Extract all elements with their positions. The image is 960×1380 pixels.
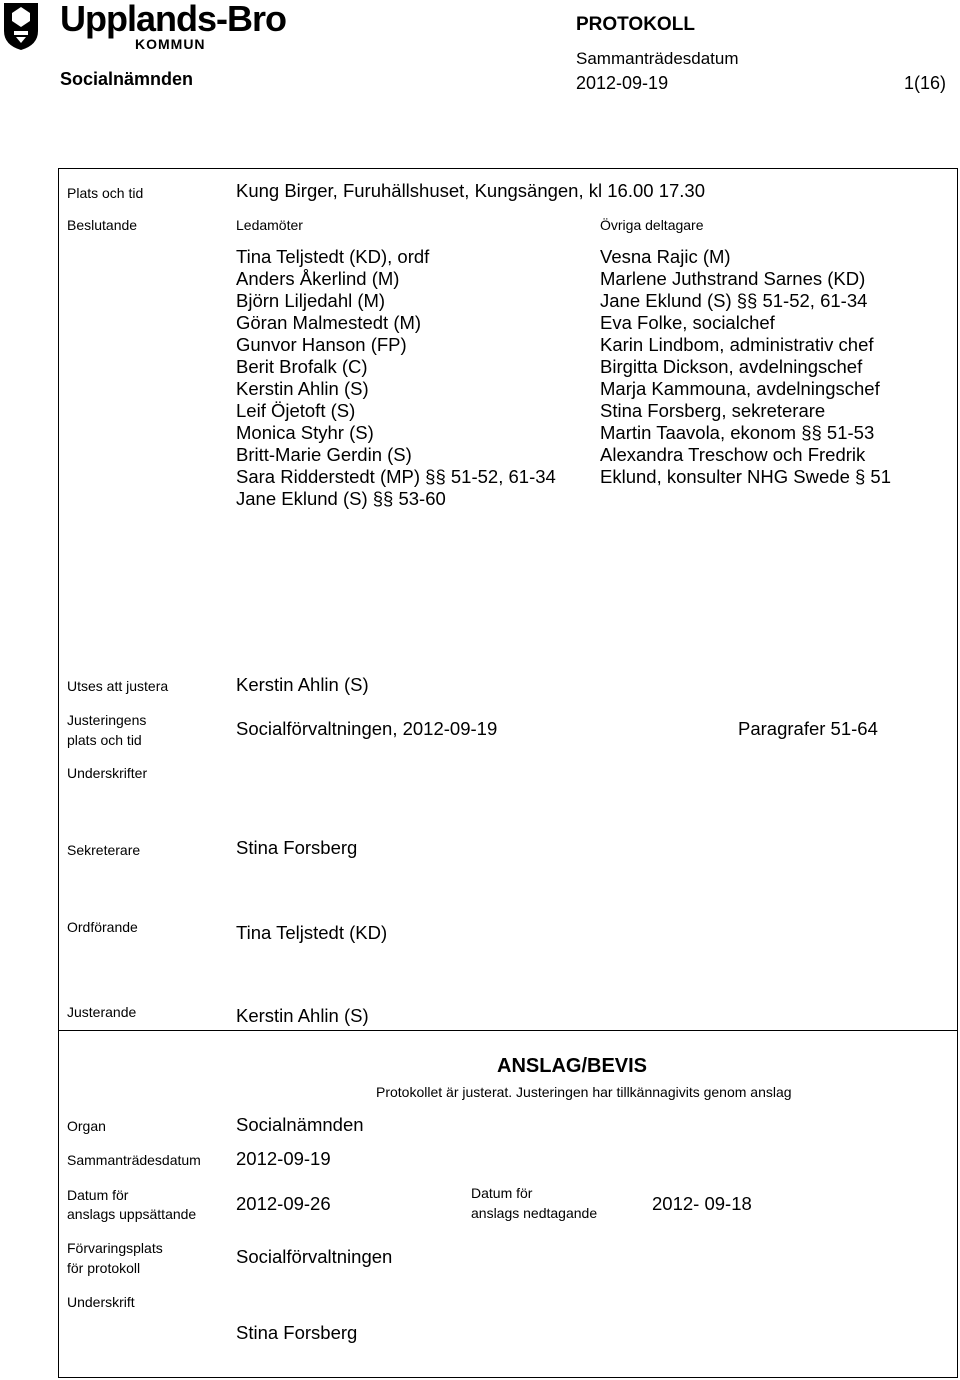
logo-sub: KOMMUN bbox=[135, 36, 206, 52]
ordforande-label: Ordförande bbox=[67, 919, 138, 935]
anslag-down-label-2: anslags nedtagande bbox=[471, 1205, 598, 1221]
utses-label: Utses att justera bbox=[67, 678, 169, 694]
participant-item: Eklund, konsulter NHG Swede § 51 bbox=[600, 466, 892, 487]
others-list bbox=[600, 246, 891, 488]
sekreterare-value: Stina Forsberg bbox=[236, 837, 358, 858]
anslag-date-value: 2012-09-19 bbox=[236, 1148, 331, 1169]
participant-item: Eva Folke, socialchef bbox=[600, 312, 775, 333]
participant-item: Stina Forsberg, sekreterare bbox=[600, 400, 826, 421]
justering-place-label-1: Justeringens bbox=[67, 712, 147, 728]
beslutande-label: Beslutande bbox=[67, 217, 138, 233]
participant-item: Alexandra Treschow och Fredrik bbox=[600, 444, 866, 465]
anslag-down-value: 2012- 09-18 bbox=[652, 1193, 752, 1214]
ordforande-value: Tina Teljstedt (KD) bbox=[236, 922, 388, 943]
anslag-storage-label-2: för protokoll bbox=[67, 1260, 141, 1276]
anslag-down-label-1: Datum för bbox=[471, 1185, 533, 1201]
member-item: Tina Teljstedt (KD), ordf bbox=[236, 246, 430, 267]
member-item: Monica Styhr (S) bbox=[236, 422, 374, 443]
place-value: Kung Birger, Furuhällshuset, Kungsängen, kl 16.00 17.30 bbox=[236, 180, 705, 201]
member-item: Göran Malmestedt (M) bbox=[236, 312, 422, 333]
member-item: Jane Eklund (S) §§ 53-60 bbox=[236, 488, 446, 509]
anslag-up-label-2: anslags uppsättande bbox=[67, 1206, 197, 1222]
anslag-subtitle: Protokollet är justerat. Justeringen har tillkännagivits genom anslag bbox=[376, 1084, 792, 1100]
member-item: Leif Öjetoft (S) bbox=[236, 400, 356, 421]
anslag-storage-label-1: Förvaringsplats bbox=[67, 1240, 163, 1256]
anslag-storage-value: Socialförvaltningen bbox=[236, 1246, 393, 1267]
justering-place-value: Socialförvaltningen, 2012-09-19 bbox=[236, 718, 498, 739]
participant-item: Birgitta Dickson, avdelningschef bbox=[600, 356, 863, 377]
participant-item: Jane Eklund (S) §§ 51-52, 61-34 bbox=[600, 290, 868, 311]
member-item: Anders Åkerlind (M) bbox=[236, 268, 400, 289]
anslag-organ-value: Socialnämnden bbox=[236, 1114, 364, 1135]
place-label: Plats och tid bbox=[67, 185, 144, 201]
logo-name: Upplands-Bro bbox=[60, 0, 286, 39]
anslag-up-label-1: Datum för bbox=[67, 1187, 129, 1203]
others-header: Övriga deltagare bbox=[600, 217, 704, 233]
participant-item: Vesna Rajic (M) bbox=[600, 246, 731, 267]
meeting-date: 2012-09-19 bbox=[576, 73, 669, 93]
coat-of-arms-icon bbox=[2, 1, 40, 51]
page-number: 1(16) bbox=[904, 73, 947, 93]
justerande-value: Kerstin Ahlin (S) bbox=[236, 1005, 369, 1026]
anslag-organ-label: Organ bbox=[67, 1118, 106, 1134]
justerande-label: Justerande bbox=[67, 1004, 137, 1020]
participant-item: Martin Taavola, ekonom §§ 51-53 bbox=[600, 422, 875, 443]
member-item: Britt-Marie Gerdin (S) bbox=[236, 444, 412, 465]
doc-type: PROTOKOLL bbox=[576, 14, 695, 35]
members-list bbox=[236, 246, 556, 510]
member-item: Berit Brofalk (C) bbox=[236, 356, 368, 377]
participant-item: Karin Lindbom, administrativ chef bbox=[600, 334, 874, 355]
participant-item: Marja Kammouna, avdelningschef bbox=[600, 378, 880, 399]
member-item: Björn Liljedahl (M) bbox=[236, 290, 386, 311]
justering-place-label-2: plats och tid bbox=[67, 732, 142, 748]
utses-value: Kerstin Ahlin (S) bbox=[236, 674, 369, 695]
member-item: Sara Ridderstedt (MP) §§ 51-52, 61-34 bbox=[236, 466, 556, 487]
member-item: Gunvor Hanson (FP) bbox=[236, 334, 407, 355]
paragrafer: Paragrafer 51-64 bbox=[738, 718, 878, 739]
underskrifter-label: Underskrifter bbox=[67, 765, 148, 781]
organ-title: Socialnämnden bbox=[60, 69, 194, 89]
anslag-date-label: Sammanträdesdatum bbox=[67, 1152, 201, 1168]
date-label: Sammanträdesdatum bbox=[576, 49, 739, 68]
members-header: Ledamöter bbox=[236, 217, 303, 233]
anslag-title: ANSLAG/BEVIS bbox=[497, 1055, 648, 1077]
member-item: Kerstin Ahlin (S) bbox=[236, 378, 369, 399]
anslag-signature-label: Underskrift bbox=[67, 1294, 135, 1310]
participant-item: Marlene Juthstrand Sarnes (KD) bbox=[600, 268, 866, 289]
sekreterare-label: Sekreterare bbox=[67, 842, 141, 858]
anslag-signature-value: Stina Forsberg bbox=[236, 1322, 358, 1343]
anslag-up-value: 2012-09-26 bbox=[236, 1193, 331, 1214]
